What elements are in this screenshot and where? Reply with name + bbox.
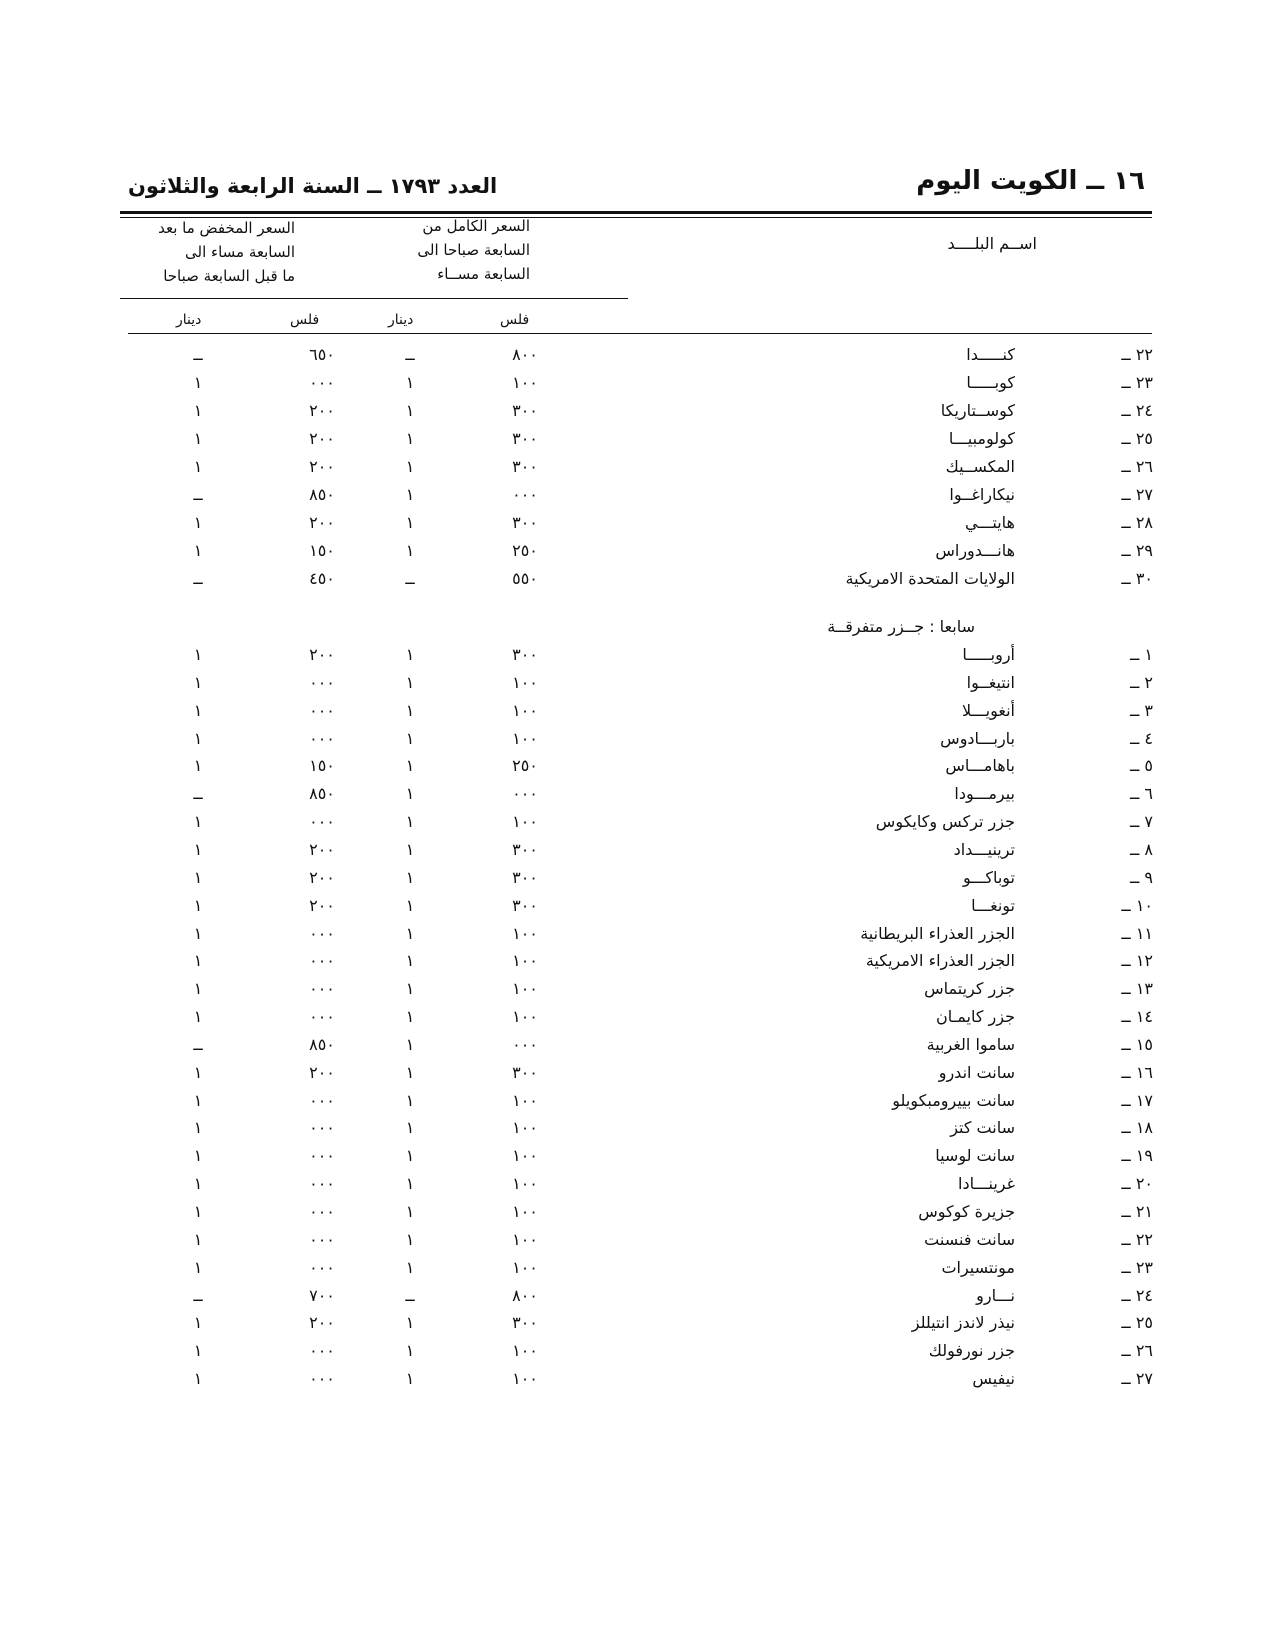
reduced-price-fils: ٤٥٠: [309, 569, 335, 588]
table-row: [0, 1309, 1275, 1337]
reduced-price-dinar: ١: [193, 672, 203, 692]
full-price-dinar: ١: [405, 645, 415, 664]
table-row: [0, 780, 1275, 808]
reduced-price-fils: ١٥٠: [309, 541, 335, 560]
reduced-price-dinar: ١: [193, 645, 203, 664]
reduced-price-fils: ٢٠٠: [309, 839, 335, 859]
row-number: ١٤ ــ: [1121, 1007, 1153, 1027]
full-price-fils: ٠٠٠: [512, 784, 538, 804]
full-price-dinar: ١: [405, 1202, 415, 1221]
full-price-dinar: ١: [405, 1062, 415, 1082]
country-name: أروبـــــا: [962, 645, 1015, 664]
reduced-price-fils: ٢٠٠: [309, 895, 335, 915]
row-number: ١١ ــ: [1121, 923, 1153, 943]
header-issue-info: العدد ١٧٩٣ ــ السنة الرابعة والثلاثون: [128, 174, 498, 198]
table-row: [0, 1059, 1275, 1087]
full-price-fils: ١٠٠: [512, 373, 538, 392]
row-number: ١٦ ــ: [1121, 1062, 1153, 1082]
full-price-fils: ٣٠٠: [512, 401, 538, 420]
country-name: نـــارو: [976, 1285, 1015, 1305]
table-row: [0, 725, 1275, 753]
table-row: [0, 1226, 1275, 1254]
reduced-price-fils: ٠٠٠: [309, 951, 335, 971]
full-price-fils: ١٠٠: [512, 979, 538, 999]
reduced-price-fils: ٨٥٠: [309, 784, 335, 804]
country-name: باربـــادوس: [940, 728, 1015, 748]
reduced-price-fils: ٠٠٠: [309, 672, 335, 692]
table-row: [0, 565, 1275, 593]
reduced-price-dinar: ١: [193, 867, 203, 887]
country-name: سانت اندرو: [938, 1062, 1015, 1082]
reduced-price-fils: ٢٠٠: [309, 401, 335, 420]
full-price-fils: ١٠٠: [512, 923, 538, 943]
reduced-price-fils: ٢٠٠: [309, 457, 335, 476]
reduced-price-dinar: ١: [193, 1313, 203, 1333]
reduced-price-dinar: ١: [193, 1341, 203, 1361]
table-row: [0, 920, 1275, 948]
table-row: [0, 1365, 1275, 1393]
reduced-price-dinar: ــ: [193, 345, 203, 364]
row-number: ٧ ــ: [1129, 812, 1153, 832]
country-name: هانـــدوراس: [935, 541, 1015, 560]
reduced-price-dinar: ــ: [193, 784, 203, 804]
reduced-price-dinar: ــ: [193, 1034, 203, 1054]
full-price-dinar: ١: [405, 1090, 415, 1110]
reduced-price-dinar: ١: [193, 541, 203, 560]
full-price-fils: ٢٥٠: [512, 756, 538, 776]
price-header-rule: [120, 298, 628, 299]
reduced-price-fils: ٠٠٠: [309, 979, 335, 999]
table-row: [0, 1254, 1275, 1282]
row-number: ١٠ ــ: [1121, 895, 1153, 915]
table-row: [0, 1142, 1275, 1170]
full-price-dinar: ١: [405, 923, 415, 943]
full-price-dinar: ١: [405, 700, 415, 720]
row-number: ٢٦ ــ: [1121, 1341, 1153, 1361]
table-row: [0, 1337, 1275, 1365]
reduced-price-fils: ٠٠٠: [309, 812, 335, 832]
full-price-fils: ٣٠٠: [512, 867, 538, 887]
reduced-price-dinar: ١: [193, 951, 203, 971]
full-price-dinar: ١: [405, 457, 415, 476]
reduced-price-fils: ٧٠٠: [309, 1285, 335, 1305]
country-name: توباكـــو: [963, 867, 1015, 887]
full-price-fils: ٣٠٠: [512, 457, 538, 476]
header-page-title: ١٦ ــ الكويت اليوم: [916, 166, 1145, 196]
reduced-price-dinar: ١: [193, 1090, 203, 1110]
full-price-dinar: ١: [405, 1341, 415, 1361]
full-price-dinar: ١: [405, 1146, 415, 1166]
table-row: [0, 641, 1275, 669]
country-name: جزيرة كوكوس: [918, 1202, 1015, 1221]
full-price-dinar: ١: [405, 951, 415, 971]
full-price-dinar: ١: [405, 895, 415, 915]
full-price-fils: ٣٠٠: [512, 895, 538, 915]
table-row: [0, 453, 1275, 481]
full-price-dinar: ــ: [405, 1285, 415, 1305]
table-row: [0, 975, 1275, 1003]
row-number: ٣ ــ: [1129, 700, 1153, 720]
country-name: سانت كتز: [950, 1118, 1015, 1138]
full-price-dinar: ١: [405, 429, 415, 448]
full-price-fils: ٣٠٠: [512, 429, 538, 448]
table-row: [0, 947, 1275, 975]
country-name: الجزر العذراء الامريكية: [865, 951, 1015, 971]
country-name: ترينيـــداد: [953, 839, 1015, 859]
table-row: [0, 669, 1275, 697]
row-number: ٢١ ــ: [1121, 1202, 1153, 1221]
country-name: ساموا الغربية: [926, 1034, 1015, 1054]
row-number: ٦ ــ: [1129, 784, 1153, 804]
reduced-price-dinar: ١: [193, 1202, 203, 1221]
full-price-fils: ٨٠٠: [512, 1285, 538, 1305]
full-price-dinar: ١: [405, 784, 415, 804]
reduced-price-dinar: ١: [193, 1062, 203, 1082]
full-price-dinar: ١: [405, 541, 415, 560]
country-name: سانت لوسيا: [935, 1146, 1015, 1166]
row-number: ٢٥ ــ: [1121, 429, 1153, 448]
full-price-fils: ١٠٠: [512, 951, 538, 971]
full-price-fils: ١٠٠: [512, 672, 538, 692]
reduced-price-dinar: ١: [193, 700, 203, 720]
reduced-price-dinar: ١: [193, 401, 203, 420]
country-name: جزر كايمـان: [935, 1007, 1015, 1027]
reduced-price-dinar: ــ: [193, 1285, 203, 1305]
table-row: [0, 481, 1275, 509]
reduced-price-fils: ٦٥٠: [309, 345, 335, 364]
table-row: [0, 341, 1275, 369]
row-number: ٢٢ ــ: [1121, 345, 1153, 364]
full-price-dinar: ١: [405, 728, 415, 748]
reduced-price-fils: ٨٥٠: [309, 1034, 335, 1054]
full-price-fils: ٣٠٠: [512, 1313, 538, 1333]
country-name: باهامـــاس: [945, 756, 1015, 776]
country-name: جزر نورفولك: [928, 1341, 1015, 1361]
country-name: نيذر لاندز انتيللز: [911, 1313, 1015, 1333]
reduced-price-fils: ٢٠٠: [309, 429, 335, 448]
row-number: ٢٧ ــ: [1121, 1369, 1153, 1389]
full-price-fils: ٣٠٠: [512, 513, 538, 532]
full-price-dinar: ١: [405, 1034, 415, 1054]
row-number: ٢٧ ــ: [1121, 485, 1153, 504]
full-price-fils: ٠٠٠: [512, 1034, 538, 1054]
row-number: ٩ ــ: [1129, 867, 1153, 887]
subheader-fils-full: فلس: [500, 312, 530, 328]
country-name: مونتسيرات: [941, 1257, 1015, 1277]
section-title-islands: سابعا : جــزر متفرقــة: [827, 617, 975, 636]
full-price-dinar: ١: [405, 1174, 415, 1194]
table-row: [0, 369, 1275, 397]
table-row: [0, 752, 1275, 780]
reduced-price-fils: ٠٠٠: [309, 1341, 335, 1361]
full-price-dinar: ١: [405, 1313, 415, 1333]
row-number: ٢٣ ــ: [1121, 373, 1153, 392]
reduced-price-dinar: ١: [193, 923, 203, 943]
column-header-full-price: السعر الكامل من السابعة صباحا الى السابعة مســاء: [417, 217, 530, 283]
country-name: الولايات المتحدة الامريكية: [845, 569, 1015, 588]
full-price-fils: ١٠٠: [512, 1341, 538, 1361]
reduced-price-dinar: ١: [193, 1174, 203, 1194]
reduced-price-dinar: ١: [193, 979, 203, 999]
full-price-fils: ١٠٠: [512, 1369, 538, 1389]
full-price-fils: ١٠٠: [512, 1146, 538, 1166]
country-name: المكســيك: [945, 457, 1015, 476]
country-name: تونغـــا: [971, 895, 1015, 915]
row-number: ٣٠ ــ: [1121, 569, 1153, 588]
reduced-price-dinar: ــ: [193, 485, 203, 504]
full-price-dinar: ١: [405, 485, 415, 504]
table-row: [0, 509, 1275, 537]
reduced-price-fils: ٠٠٠: [309, 1257, 335, 1277]
header-rule-thick: [120, 211, 1152, 214]
full-price-fils: ٠٠٠: [512, 485, 538, 504]
country-name: بيرمـــودا: [954, 784, 1015, 804]
full-price-dinar: ١: [405, 513, 415, 532]
row-number: ٢٤ ــ: [1121, 401, 1153, 420]
row-number: ١٧ ــ: [1121, 1090, 1153, 1110]
full-price-dinar: ١: [405, 1229, 415, 1249]
country-name: الجزر العذراء البريطانية: [860, 923, 1015, 943]
reduced-price-dinar: ١: [193, 1229, 203, 1249]
row-number: ٢٦ ــ: [1121, 457, 1153, 476]
full-price-dinar: ١: [405, 1257, 415, 1277]
row-number: ٢٤ ــ: [1121, 1285, 1153, 1305]
country-name: نيفيس: [972, 1369, 1015, 1389]
table-row: [0, 1170, 1275, 1198]
reduced-price-fils: ٢٠٠: [309, 867, 335, 887]
full-price-dinar: ١: [405, 672, 415, 692]
full-price-dinar: ١: [405, 1118, 415, 1138]
reduced-price-fils: ٠٠٠: [309, 1202, 335, 1221]
full-price-dinar: ١: [405, 1369, 415, 1389]
country-name: كنـــــدا: [966, 345, 1015, 364]
table-row: [0, 697, 1275, 725]
full-price-fils: ١٠٠: [512, 1007, 538, 1027]
country-name: كوبـــــا: [966, 373, 1015, 392]
reduced-price-dinar: ١: [193, 895, 203, 915]
reduced-price-fils: ٠٠٠: [309, 1174, 335, 1194]
reduced-price-fils: ٠٠٠: [309, 1369, 335, 1389]
country-name: نيكاراغــوا: [949, 485, 1015, 504]
reduced-price-dinar: ١: [193, 429, 203, 448]
subheader-fils-reduced: فلس: [290, 312, 320, 328]
full-price-fils: ١٠٠: [512, 812, 538, 832]
country-name: كوســتاريكا: [940, 401, 1015, 420]
row-number: ٢٠ ــ: [1121, 1174, 1153, 1194]
row-number: ٢٢ ــ: [1121, 1229, 1153, 1249]
full-price-dinar: ١: [405, 867, 415, 887]
row-number: ١٩ ــ: [1121, 1146, 1153, 1166]
subheader-dinar-full: دينار: [388, 312, 414, 328]
reduced-price-dinar: ١: [193, 812, 203, 832]
full-price-fils: ١٠٠: [512, 1090, 538, 1110]
full-price-fils: ١٠٠: [512, 1257, 538, 1277]
country-name: انتيغــوا: [966, 672, 1015, 692]
full-price-fils: ١٠٠: [512, 1174, 538, 1194]
reduced-price-fils: ٢٠٠: [309, 645, 335, 664]
table-row: [0, 1031, 1275, 1059]
full-price-dinar: ١: [405, 1007, 415, 1027]
subheader-dinar-reduced: دينار: [176, 312, 202, 328]
reduced-price-fils: ٢٠٠: [309, 1313, 335, 1333]
country-name: سانت فنسنت: [924, 1229, 1015, 1249]
reduced-price-dinar: ١: [193, 756, 203, 776]
country-name: جزر تركس وكايكوس: [875, 812, 1015, 832]
reduced-price-fils: ٠٠٠: [309, 923, 335, 943]
table-row: [0, 537, 1275, 565]
table-row: [0, 836, 1275, 864]
reduced-price-fils: ٠٠٠: [309, 373, 335, 392]
full-price-fils: ٢٥٠: [512, 541, 538, 560]
full-price-fils: ١٠٠: [512, 700, 538, 720]
full-price-fils: ٥٥٠: [512, 569, 538, 588]
reduced-price-fils: ٠٠٠: [309, 728, 335, 748]
reduced-price-dinar: ١: [193, 839, 203, 859]
full-price-dinar: ١: [405, 812, 415, 832]
row-number: ١٣ ــ: [1121, 979, 1153, 999]
reduced-price-dinar: ١: [193, 728, 203, 748]
reduced-price-fils: ٢٠٠: [309, 1062, 335, 1082]
reduced-price-dinar: ١: [193, 457, 203, 476]
full-price-dinar: ١: [405, 979, 415, 999]
table-row: [0, 892, 1275, 920]
reduced-price-dinar: ١: [193, 1007, 203, 1027]
table-header-rule: [128, 333, 1152, 334]
reduced-price-fils: ٢٠٠: [309, 513, 335, 532]
country-name: سانت بييرومبكويلو: [892, 1090, 1015, 1110]
reduced-price-fils: ٠٠٠: [309, 1090, 335, 1110]
full-price-dinar: ١: [405, 839, 415, 859]
reduced-price-dinar: ١: [193, 1369, 203, 1389]
row-number: ٢ ــ: [1129, 672, 1153, 692]
row-number: ٥ ــ: [1129, 756, 1153, 776]
table-row: [0, 808, 1275, 836]
reduced-price-dinar: ١: [193, 1118, 203, 1138]
row-number: ١٥ ــ: [1121, 1034, 1153, 1054]
table-row: [0, 1114, 1275, 1142]
full-price-fils: ١٠٠: [512, 1202, 538, 1221]
table-row: [0, 1087, 1275, 1115]
country-name: هايتـــي: [965, 513, 1015, 532]
row-number: ٢٣ ــ: [1121, 1257, 1153, 1277]
row-number: ١ ــ: [1129, 645, 1153, 664]
reduced-price-dinar: ١: [193, 1257, 203, 1277]
column-header-reduced-price: السعر المخفض ما بعد السابعة مساء الى ما قبل السابعة صباحا: [158, 219, 295, 285]
table-row: [0, 1003, 1275, 1031]
reduced-price-dinar: ١: [193, 513, 203, 532]
country-name: أنغويـــلا: [962, 700, 1015, 720]
row-number: ٢٥ ــ: [1121, 1313, 1153, 1333]
reduced-price-fils: ٠٠٠: [309, 1007, 335, 1027]
row-number: ٢٩ ــ: [1121, 541, 1153, 560]
column-header-country: اســم البلــــد: [947, 234, 1037, 253]
table-row: [0, 864, 1275, 892]
full-price-fils: ٣٠٠: [512, 1062, 538, 1082]
table-row: [0, 397, 1275, 425]
row-number: ١٢ ــ: [1121, 951, 1153, 971]
row-number: ٢٨ ــ: [1121, 513, 1153, 532]
country-name: جزر كريتماس: [924, 979, 1015, 999]
row-number: ٤ ــ: [1129, 728, 1153, 748]
full-price-dinar: ١: [405, 401, 415, 420]
full-price-dinar: ــ: [405, 345, 415, 364]
full-price-dinar: ١: [405, 756, 415, 776]
full-price-dinar: ــ: [405, 569, 415, 588]
reduced-price-fils: ٠٠٠: [309, 1229, 335, 1249]
table-row: [0, 425, 1275, 453]
country-name: غرينـــادا: [958, 1174, 1015, 1194]
country-name: كولومبيـــا: [948, 429, 1015, 448]
row-number: ١٨ ــ: [1121, 1118, 1153, 1138]
full-price-fils: ١٠٠: [512, 1118, 538, 1138]
row-number: ٨ ــ: [1129, 839, 1153, 859]
table-row: [0, 1198, 1275, 1226]
reduced-price-fils: ٨٥٠: [309, 485, 335, 504]
full-price-fils: ٣٠٠: [512, 645, 538, 664]
full-price-fils: ١٠٠: [512, 728, 538, 748]
full-price-dinar: ١: [405, 373, 415, 392]
reduced-price-fils: ٠٠٠: [309, 700, 335, 720]
table-row: [0, 1282, 1275, 1310]
reduced-price-fils: ١٥٠: [309, 756, 335, 776]
full-price-fils: ٣٠٠: [512, 839, 538, 859]
reduced-price-dinar: ــ: [193, 569, 203, 588]
full-price-fils: ١٠٠: [512, 1229, 538, 1249]
reduced-price-fils: ٠٠٠: [309, 1146, 335, 1166]
reduced-price-dinar: ١: [193, 373, 203, 392]
reduced-price-dinar: ١: [193, 1146, 203, 1166]
full-price-fils: ٨٠٠: [512, 345, 538, 364]
reduced-price-fils: ٠٠٠: [309, 1118, 335, 1138]
